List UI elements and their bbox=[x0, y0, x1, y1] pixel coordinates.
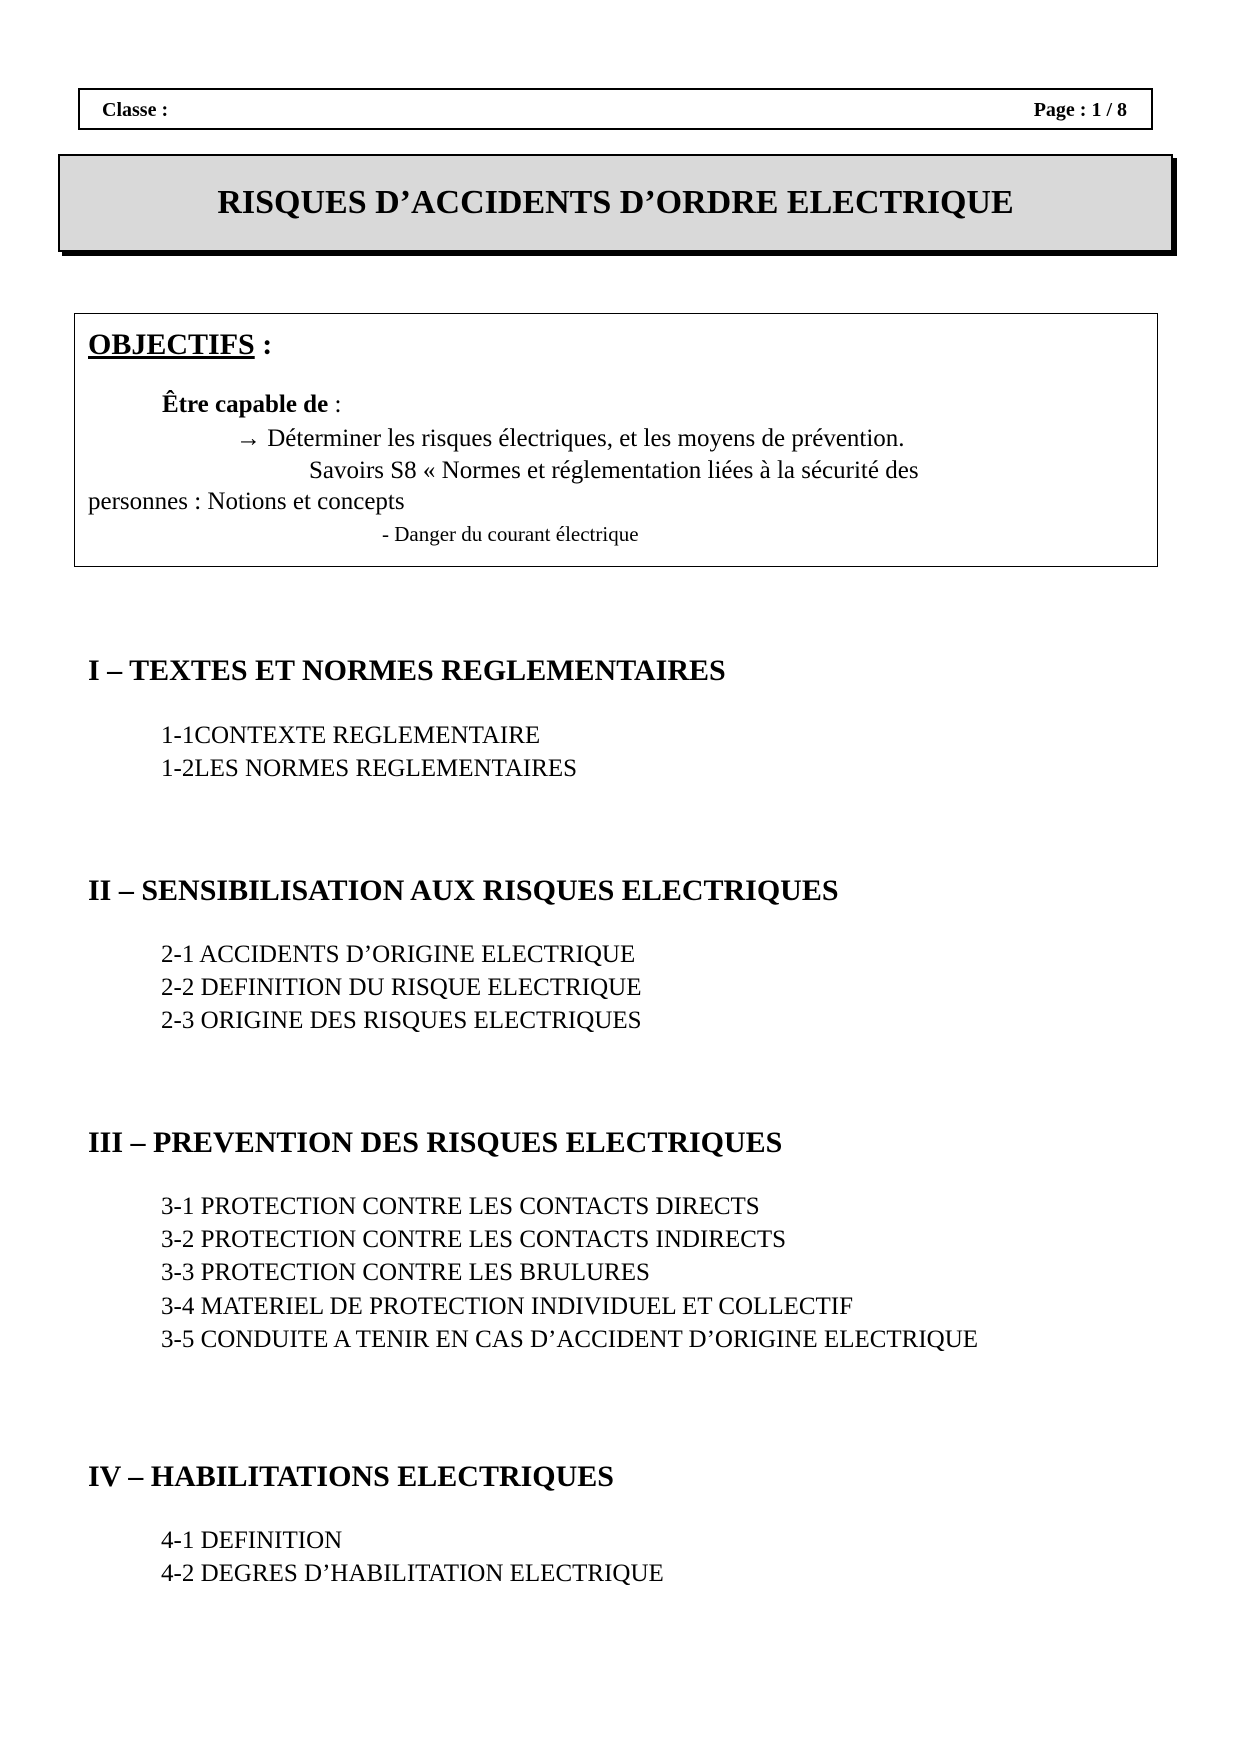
section-title-3: III – PREVENTION DES RISQUES ELECTRIQUES bbox=[88, 1126, 783, 1159]
section-3-item-3: 3-3 PROTECTION CONTRE LES BRULURES bbox=[161, 1259, 650, 1286]
section-3-item-5: 3-5 CONDUITE A TENIR EN CAS D’ACCIDENT D’ORIGINE ELECTRIQUE bbox=[161, 1326, 979, 1353]
section-2-item-3: 2-3 ORIGINE DES RISQUES ELECTRIQUES bbox=[161, 1007, 642, 1034]
objectifs-box bbox=[74, 313, 1158, 567]
section-2-item-1: 2-1 ACCIDENTS D’ORIGINE ELECTRIQUE bbox=[161, 941, 636, 968]
capable-label: Être capable de bbox=[162, 391, 329, 418]
objectif-line-2: Savoirs S8 « Normes et réglementation liées à la sécurité des bbox=[309, 457, 919, 484]
section-3-item-2: 3-2 PROTECTION CONTRE LES CONTACTS INDIRECTS bbox=[161, 1226, 787, 1253]
classe-label: Classe : bbox=[102, 99, 169, 121]
section-1-item-2: 1-2LES NORMES REGLEMENTAIRES bbox=[161, 755, 578, 782]
section-4-item-2: 4-2 DEGRES D’HABILITATION ELECTRIQUE bbox=[161, 1560, 664, 1587]
objectif-line-3: personnes : Notions et concepts bbox=[88, 488, 405, 515]
page-header bbox=[78, 88, 1153, 130]
section-1-item-1: 1-1CONTEXTE REGLEMENTAIRE bbox=[161, 722, 541, 749]
objectifs-heading-colon: : bbox=[254, 328, 273, 361]
title-banner bbox=[58, 154, 1173, 252]
section-3-item-1: 3-1 PROTECTION CONTRE LES CONTACTS DIRECTS bbox=[161, 1193, 760, 1220]
page-number: Page : 1 / 8 bbox=[1033, 99, 1127, 121]
section-3-item-4: 3-4 MATERIEL DE PROTECTION INDIVIDUEL ET COLLECTIF bbox=[161, 1293, 854, 1320]
section-2-item-2: 2-2 DEFINITION DU RISQUE ELECTRIQUE bbox=[161, 974, 642, 1001]
capable-line bbox=[162, 391, 341, 419]
document-title: RISQUES D’ACCIDENTS D’ORDRE ELECTRIQUE bbox=[217, 184, 1014, 221]
objectif-line-4: - Danger du courant électrique bbox=[382, 522, 639, 546]
objectifs-heading bbox=[88, 328, 272, 362]
section-4-item-1: 4-1 DEFINITION bbox=[161, 1527, 343, 1554]
objectif-line-1: → Déterminer les risques électriques, et les moyens de prévention. bbox=[236, 425, 905, 452]
section-title-1: I – TEXTES ET NORMES REGLEMENTAIRES bbox=[88, 654, 726, 687]
section-title-4: IV – HABILITATIONS ELECTRIQUES bbox=[88, 1460, 614, 1493]
capable-colon: : bbox=[328, 391, 342, 418]
section-title-2: II – SENSIBILISATION AUX RISQUES ELECTRIQUES bbox=[88, 874, 839, 907]
objectifs-heading-text: OBJECTIFS bbox=[88, 328, 255, 361]
